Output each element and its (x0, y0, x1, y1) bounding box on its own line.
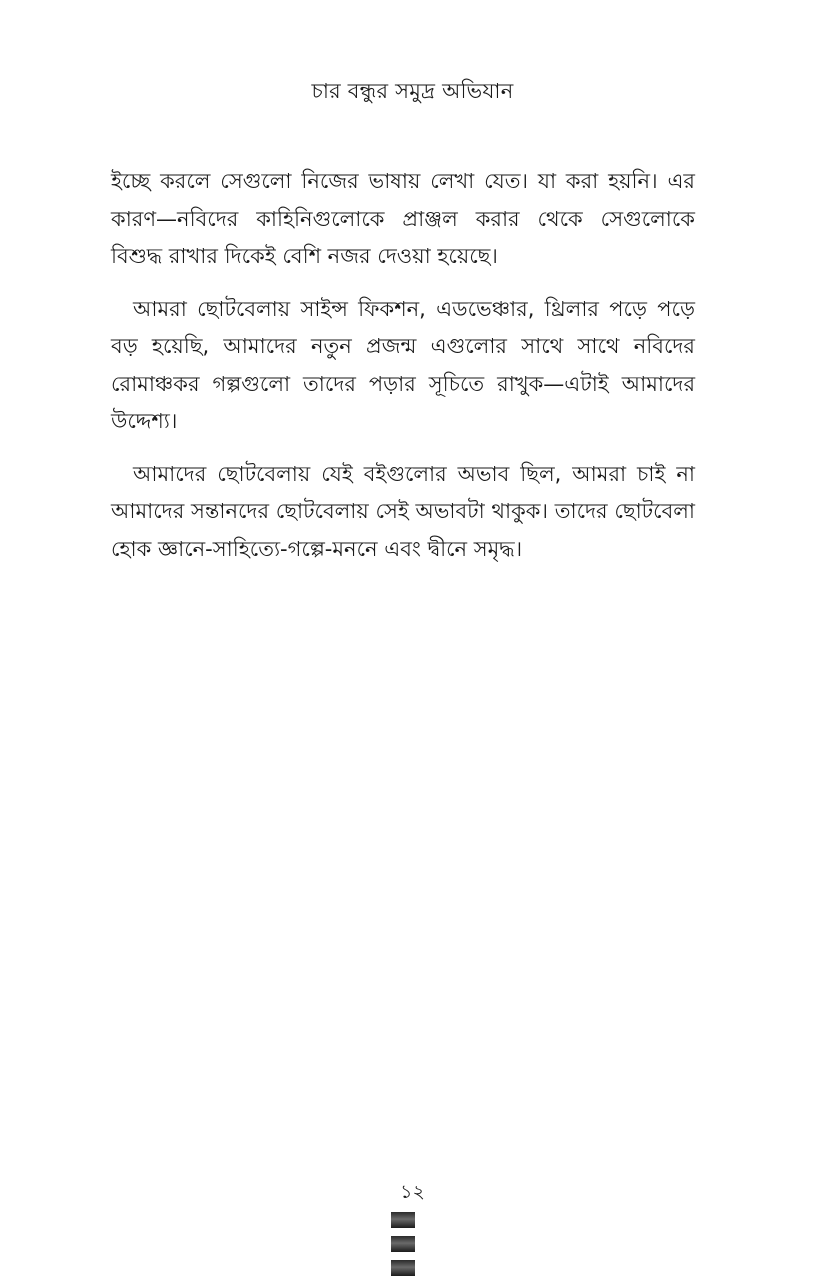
print-mark (391, 1236, 415, 1252)
paragraph: আমাদের ছোটবেলায় যেই বইগুলোর অভাব ছিল, আমরা চাই না আমাদের সন্তানদের ছোটবেলায় সেই অভাবটা থাকুক। তাদের ছোটবেলা হোক জ্ঞানে-সাহিত্যে-গল্পে-মননে এবং দ্বীনে সমৃদ্ধ। (111, 461, 695, 561)
print-mark (391, 1260, 415, 1276)
page-number: ১২ (400, 1181, 425, 1203)
paragraph-continuation: ইচ্ছে করলে সেগুলো নিজের ভাষায় লেখা যেত। যা করা হয়নি। এর কারণ—নবিদের কাহিনিগুলোকে প্রাঞ্জল করার থেকে সেগুলোকে বিশুদ্ধ রাখার দিকেই বেশি নজর দেওয়া হয়েছে। (111, 169, 695, 268)
body-text (111, 163, 695, 583)
print-mark (391, 1212, 415, 1228)
running-header: চার বন্ধুর সমুদ্র অভিযান (311, 79, 514, 103)
print-marks (391, 1212, 415, 1284)
paragraph: আমরা ছোটবেলায় সাইন্স ফিকশন, এডভেঞ্চার, থ্রিলার পড়ে পড়ে বড় হয়েছি, আমাদের নতুন প্রজন্ম এগুলোর সাথে সাথে নবিদের রোমাঞ্চকর গল্পগুলো তাদের পড়ার সূচিতে রাখুক—এটাই আমাদের উদ্দেশ্য। (111, 296, 695, 433)
